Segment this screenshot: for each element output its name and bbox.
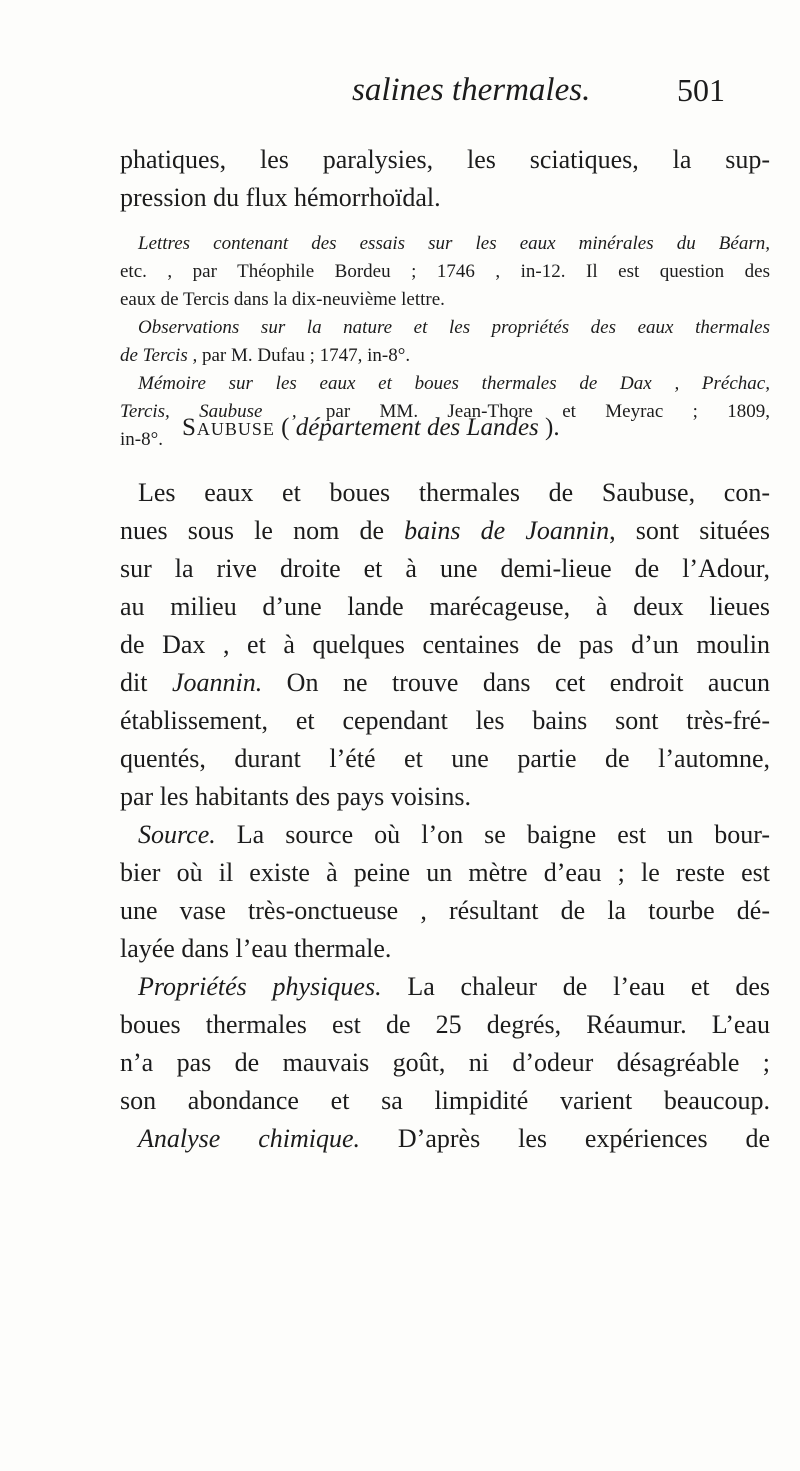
text-line: n’a pas de mauvais goût, ni d’odeur désagréable ;	[120, 1048, 770, 1077]
text-line: de Dax , et à quelques centaines de pas d’un moulin	[120, 630, 770, 659]
section-place: Saubuse	[182, 414, 275, 441]
text-line: eaux de Tercis dans la dix-neuvième lettre.	[120, 289, 445, 310]
text-line	[120, 342, 770, 370]
reference-title-cont: de Tercis ,	[120, 345, 198, 366]
text-run: nues sous le nom de	[120, 516, 405, 545]
text-line: sur la rive droite et à une demi-lieue de l’Adour,	[120, 554, 770, 583]
paragraph-heading: Analyse chimique.	[138, 1124, 361, 1153]
text-line	[120, 968, 770, 1006]
paragraph-heading: Propriétés physiques.	[138, 972, 382, 1001]
text-line	[120, 816, 770, 854]
running-title: salines thermales.	[352, 72, 591, 108]
reference-title-cont: Tercis, Saubuse ,	[120, 401, 297, 422]
text-line	[120, 1120, 770, 1158]
text-line: une vase très-onctueuse , résultant de la tourbe dé-	[120, 896, 770, 925]
section-heading	[120, 414, 770, 442]
text-line: son abondance et sa limpidité varient beaucoup.	[120, 1086, 770, 1115]
page-header	[0, 72, 800, 122]
section-paren-close: ).	[538, 414, 560, 441]
paragraph-source	[120, 816, 770, 968]
reference-details: par MM. Jean-Thore et Meyrac ; 1809,	[296, 401, 770, 422]
text-run: D’après les expériences de	[360, 1124, 771, 1153]
section-department: département des Landes	[295, 414, 539, 441]
text-line	[120, 512, 770, 550]
emphasis: bains de Joannin	[404, 516, 610, 545]
text-line: par les habitants des pays voisins.	[120, 782, 471, 811]
text-line: phatiques, les paralysies, les sciatiques, la sup-	[120, 145, 770, 174]
reference-title: Observations sur la nature et les propriétés des eaux thermales	[138, 317, 770, 338]
reference-entry	[120, 314, 770, 370]
paragraph-heading: Source.	[138, 820, 216, 849]
paragraph-physical-properties	[120, 968, 770, 1120]
paragraph-chemical-analysis	[120, 1120, 770, 1158]
main-body	[120, 474, 770, 1158]
text-line: pression du flux hémorrhoïdal.	[120, 183, 441, 212]
text-line: Les eaux et boues thermales de Saubuse, con-	[138, 478, 770, 507]
text-run: dit	[120, 668, 172, 697]
text-line: quentés, durant l’été et une partie de l’automne,	[120, 744, 770, 773]
text-run: La source où l’on se baigne est un bour-	[215, 820, 770, 849]
reference-title: Mémoire sur les eaux et boues thermales de Dax , Préchac,	[138, 373, 770, 394]
text-line: etc. , par Théophile Bordeu ; 1746 , in-12. Il est question des	[120, 261, 770, 282]
text-line: établissement, et cependant les bains sont très-fré-	[120, 706, 770, 735]
emphasis: Joannin.	[171, 668, 263, 697]
text-run: On ne trouve dans cet endroit aucun	[262, 668, 770, 697]
reference-details: par M. Dufau ; 1747, in-8°.	[197, 345, 411, 366]
section-paren-open: (	[274, 414, 296, 441]
reference-title: Lettres contenant des essais sur les eaux minérales du Béarn,	[138, 233, 770, 254]
text-line	[120, 664, 770, 702]
top-paragraph	[120, 141, 770, 217]
text-line: boues thermales est de 25 degrés, Réaumur. L’eau	[120, 1010, 770, 1039]
text-line: au milieu d’une lande marécageuse, à deux lieues	[120, 592, 770, 621]
text-run: La chaleur de l’eau et des	[381, 972, 770, 1001]
reference-entry	[120, 230, 770, 314]
text-line: bier où il existe à peine un mètre d’eau ; le reste est	[120, 858, 770, 887]
text-line: layée dans l’eau thermale.	[120, 934, 392, 963]
text-line: in-8°.	[120, 429, 163, 450]
paragraph-intro	[120, 474, 770, 816]
text-run: , sont situées	[609, 516, 770, 545]
page-number: 501	[677, 72, 725, 108]
